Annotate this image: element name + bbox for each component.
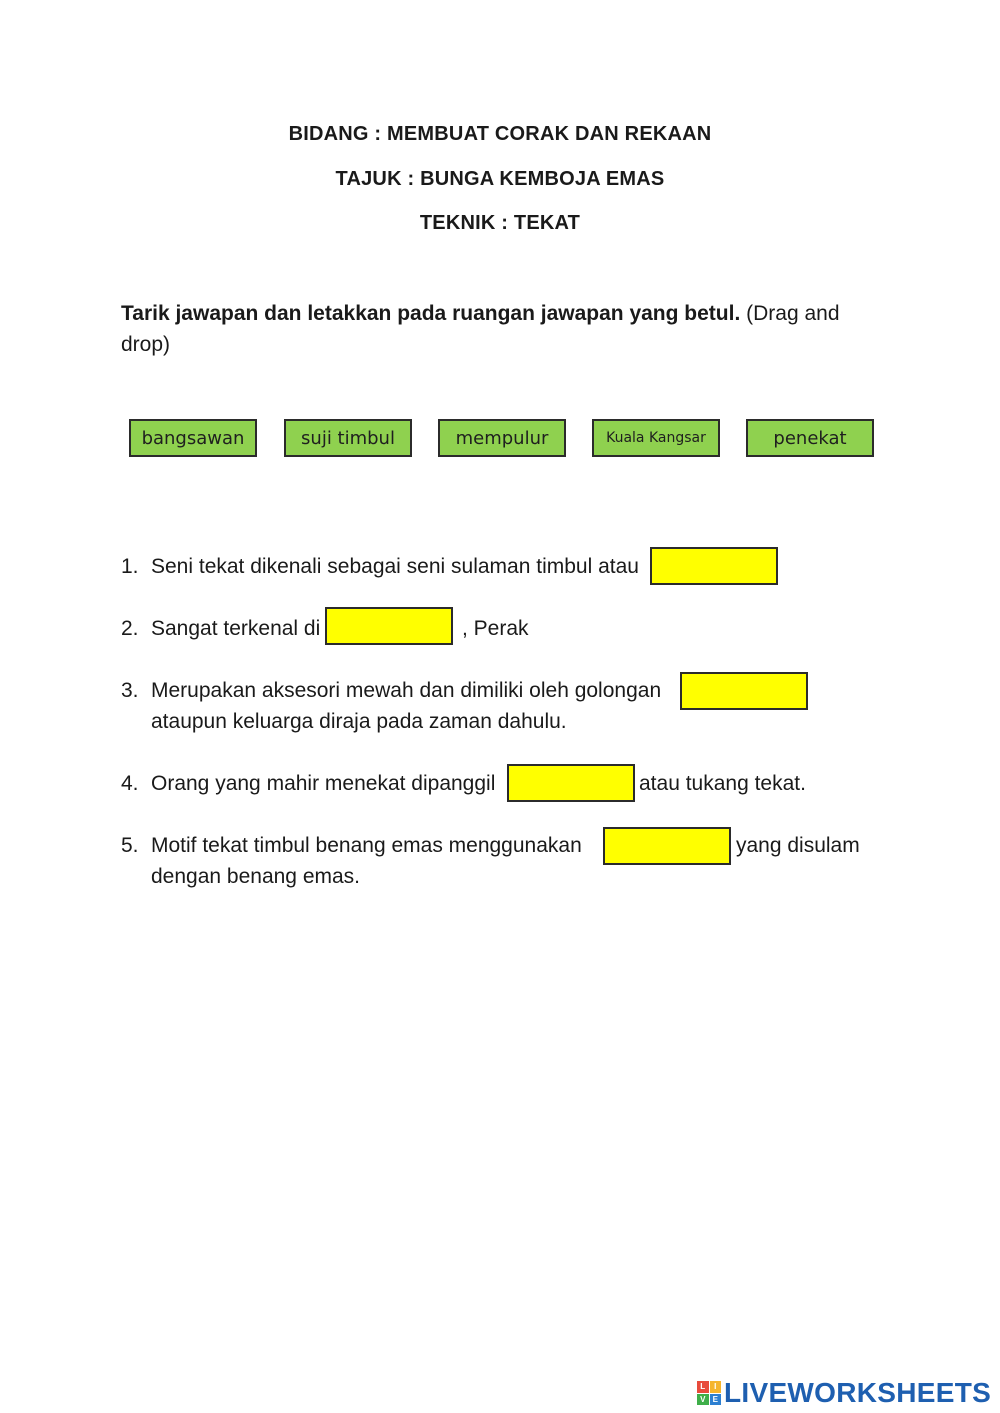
question-number: 2. — [121, 617, 139, 640]
answer-slot-5[interactable] — [603, 827, 731, 865]
instruction — [121, 298, 861, 360]
question-2-suffix: , Perak — [462, 617, 529, 640]
question-continuation: dengan benang emas. — [151, 865, 361, 888]
question-number: 4. — [121, 772, 139, 795]
logo-letter: L — [697, 1381, 709, 1393]
answer-chip-suji-timbul[interactable]: suji timbul — [284, 419, 412, 457]
liveworksheets-logo-text: LIVEWORKSHEETS — [724, 1377, 992, 1408]
answer-chip-bangsawan[interactable]: bangsawan — [129, 419, 257, 457]
question-number: 5. — [121, 834, 139, 857]
answer-chip-kuala-kangsar[interactable]: Kuala Kangsar — [592, 419, 720, 457]
heading-bidang: BIDANG : MEMBUAT CORAK DAN REKAAN — [288, 123, 712, 145]
question-4-suffix: atau tukang tekat. — [639, 772, 806, 795]
question-5 — [121, 830, 582, 888]
heading-teknik: TEKNIK : TEKAT — [419, 212, 581, 234]
heading-tajuk: TAJUK : BUNGA KEMBOJA EMAS — [335, 168, 665, 190]
question-continuation: ataupun keluarga diraja pada zaman dahulu. — [151, 710, 567, 733]
liveworksheets-logo — [697, 1377, 991, 1409]
question-4 — [121, 768, 495, 799]
answer-chip-mempulur[interactable]: mempulur — [438, 419, 566, 457]
liveworksheets-logo-icon — [697, 1381, 721, 1405]
instruction-note: (Drag and drop) — [121, 302, 840, 356]
question-text: Seni tekat dikenali sebagai seni sulaman timbul atau — [151, 555, 639, 578]
question-number: 1. — [121, 555, 139, 578]
answer-slot-2[interactable] — [325, 607, 453, 645]
answer-slot-4[interactable] — [507, 764, 635, 802]
question-text: Merupakan aksesori mewah dan dimiliki oleh golongan — [151, 679, 662, 702]
logo-letter: I — [710, 1381, 722, 1393]
answer-chip-penekat[interactable]: penekat — [746, 419, 874, 457]
logo-letter: V — [697, 1394, 709, 1406]
question-1 — [121, 551, 639, 582]
instruction-bold: Tarik jawapan dan letakkan pada ruangan jawapan yang betul. — [121, 302, 741, 325]
question-text: Sangat terkenal di — [151, 617, 321, 640]
answer-slot-1[interactable] — [650, 547, 778, 585]
question-text: Orang yang mahir menekat dipanggil — [151, 772, 496, 795]
question-2 — [121, 613, 320, 644]
question-3 — [121, 675, 662, 733]
question-number: 3. — [121, 679, 139, 702]
logo-letter: E — [710, 1394, 722, 1406]
question-5-suffix: yang disulam — [736, 834, 860, 857]
answer-slot-3[interactable] — [680, 672, 808, 710]
question-text: Motif tekat timbul benang emas menggunakan — [151, 834, 582, 857]
